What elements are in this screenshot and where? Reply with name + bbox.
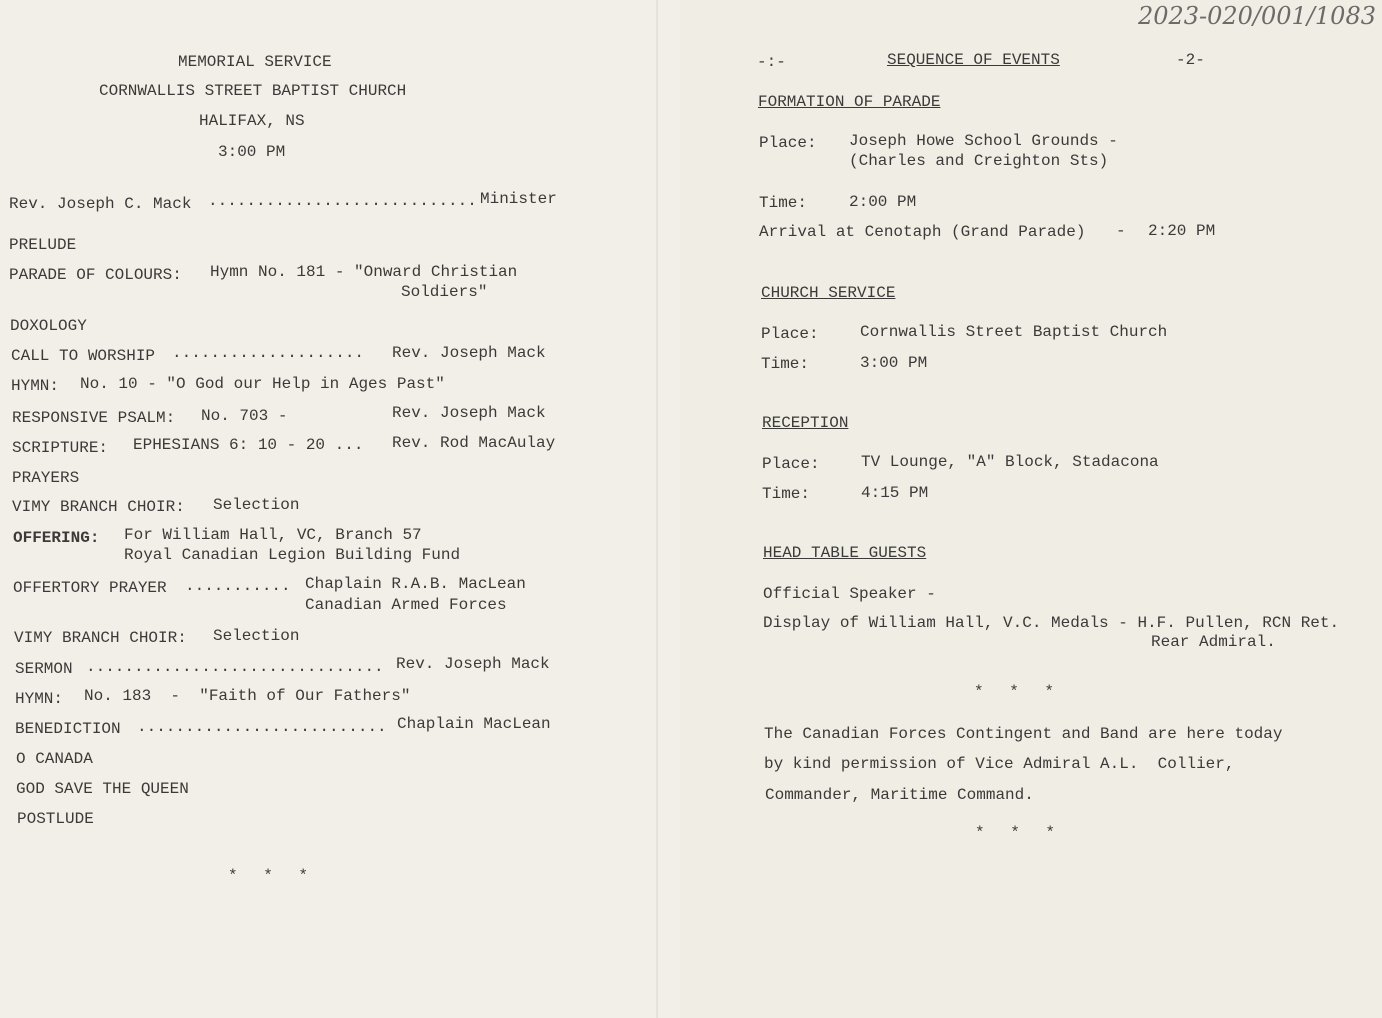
arrival-separator: - bbox=[1116, 222, 1126, 240]
arrival-time: 2:20 PM bbox=[1148, 222, 1216, 240]
page-mark-right: -2- bbox=[1176, 51, 1205, 69]
archive-number: 2023-020/001/1083 bbox=[1137, 2, 1376, 30]
offering-label: OFFERING: bbox=[13, 529, 100, 547]
medals-display-cont: Rear Admiral. bbox=[1151, 633, 1276, 651]
parade-of-colours-label: PARADE OF COLOURS: bbox=[9, 266, 182, 284]
church-name: CORNWALLIS STREET BAPTIST CHURCH bbox=[99, 82, 407, 100]
official-speaker: Official Speaker - bbox=[763, 585, 936, 603]
reception-place: TV Lounge, "A" Block, Stadacona bbox=[861, 453, 1159, 471]
reception-time-label: Time: bbox=[762, 485, 811, 503]
formation-time: 2:00 PM bbox=[849, 193, 917, 211]
scripture-reader: Rev. Rod MacAulay bbox=[392, 434, 556, 452]
doxology: DOXOLOGY bbox=[10, 317, 87, 335]
minister-role: Minister bbox=[480, 190, 557, 208]
left-page bbox=[0, 0, 680, 1018]
choir-2-selection: Selection bbox=[213, 627, 300, 645]
head-table-heading: HEAD TABLE GUESTS bbox=[763, 544, 927, 562]
prelude: PRELUDE bbox=[9, 236, 77, 254]
benediction-label: BENEDICTION bbox=[15, 720, 121, 738]
parade-hymn: Hymn No. 181 - "Onward Christian bbox=[210, 263, 518, 281]
o-canada: O CANADA bbox=[16, 750, 93, 768]
minister-dots: ............................ bbox=[208, 192, 477, 210]
offertory-prayer-dots: ........... bbox=[185, 577, 291, 595]
hymn-1-title: No. 10 - "O God our Help in Ages Past" bbox=[80, 375, 445, 393]
offertory-prayer-leader: Chaplain R.A.B. MacLean bbox=[305, 575, 526, 593]
reception-time: 4:15 PM bbox=[861, 484, 929, 502]
offertory-prayer-label: OFFERTORY PRAYER bbox=[13, 579, 167, 597]
arrival-label: Arrival at Cenotaph (Grand Parade) bbox=[759, 223, 1086, 241]
sermon-preacher: Rev. Joseph Mack bbox=[396, 655, 550, 673]
formation-place: Joseph Howe School Grounds - bbox=[849, 132, 1118, 150]
hymn-2-label: HYMN: bbox=[15, 690, 64, 708]
city: HALIFAX, NS bbox=[199, 112, 305, 130]
page-fold bbox=[656, 0, 658, 1018]
service-time: 3:00 PM bbox=[218, 143, 286, 161]
call-to-worship-label: CALL TO WORSHIP bbox=[11, 347, 156, 365]
church-place-label: Place: bbox=[761, 325, 819, 343]
formation-heading: FORMATION OF PARADE bbox=[758, 93, 941, 111]
responsive-psalm-label: RESPONSIVE PSALM: bbox=[12, 409, 176, 427]
closing-line-2: by kind permission of Vice Admiral A.L. Collier, bbox=[764, 755, 1235, 773]
church-place: Cornwallis Street Baptist Church bbox=[860, 323, 1168, 341]
service-title: MEMORIAL SERVICE bbox=[178, 53, 332, 71]
formation-time-label: Time: bbox=[759, 194, 808, 212]
responsive-psalm-number: No. 703 - bbox=[201, 407, 288, 425]
scripture-label: SCRIPTURE: bbox=[12, 439, 109, 457]
hymn-2-title: No. 183 - "Faith of Our Fathers" bbox=[84, 687, 411, 705]
prayers: PRAYERS bbox=[12, 469, 80, 487]
scripture-passage: EPHESIANS 6: 10 - 20 ... bbox=[133, 436, 364, 454]
page-mark-left: -:- bbox=[757, 53, 786, 71]
church-time-label: Time: bbox=[761, 355, 810, 373]
church-service-heading: CHURCH SERVICE bbox=[761, 284, 896, 302]
call-to-worship-dots: .................... bbox=[172, 344, 365, 362]
closing-line-1: The Canadian Forces Contingent and Band are here today bbox=[764, 725, 1283, 743]
formation-place-cont: (Charles and Creighton Sts) bbox=[849, 152, 1109, 170]
responsive-psalm-leader: Rev. Joseph Mack bbox=[392, 404, 546, 422]
offertory-prayer-leader-org: Canadian Armed Forces bbox=[305, 596, 507, 614]
minister-label: Rev. Joseph C. Mack bbox=[9, 195, 192, 213]
medals-display: Display of William Hall, V.C. Medals - H.F. Pullen, RCN Ret. bbox=[763, 614, 1340, 632]
benediction-leader: Chaplain MacLean bbox=[397, 715, 551, 733]
benediction-dots: .......................... bbox=[137, 718, 387, 736]
call-to-worship-leader: Rev. Joseph Mack bbox=[392, 344, 546, 362]
sequence-title: SEQUENCE OF EVENTS bbox=[887, 51, 1060, 69]
offering-purpose: For William Hall, VC, Branch 57 bbox=[124, 526, 422, 544]
offering-purpose-cont: Royal Canadian Legion Building Fund bbox=[124, 546, 461, 564]
choir-1-selection: Selection bbox=[213, 496, 300, 514]
sermon-dots: ............................... bbox=[86, 658, 384, 676]
church-time: 3:00 PM bbox=[860, 354, 928, 372]
right-stars-2: * * * bbox=[975, 824, 1064, 842]
choir-2-label: VIMY BRANCH CHOIR: bbox=[14, 629, 187, 647]
reception-place-label: Place: bbox=[762, 455, 820, 473]
parade-hymn-cont: Soldiers" bbox=[401, 283, 488, 301]
left-footer-stars: * * * bbox=[228, 867, 317, 885]
closing-line-3: Commander, Maritime Command. bbox=[765, 786, 1034, 804]
hymn-1-label: HYMN: bbox=[11, 377, 60, 395]
postlude: POSTLUDE bbox=[17, 810, 94, 828]
god-save-the-queen: GOD SAVE THE QUEEN bbox=[16, 780, 189, 798]
right-stars-1: * * * bbox=[974, 683, 1063, 701]
choir-1-label: VIMY BRANCH CHOIR: bbox=[12, 498, 185, 516]
reception-heading: RECEPTION bbox=[762, 414, 849, 432]
sermon-label: SERMON bbox=[15, 660, 73, 678]
formation-place-label: Place: bbox=[759, 134, 817, 152]
